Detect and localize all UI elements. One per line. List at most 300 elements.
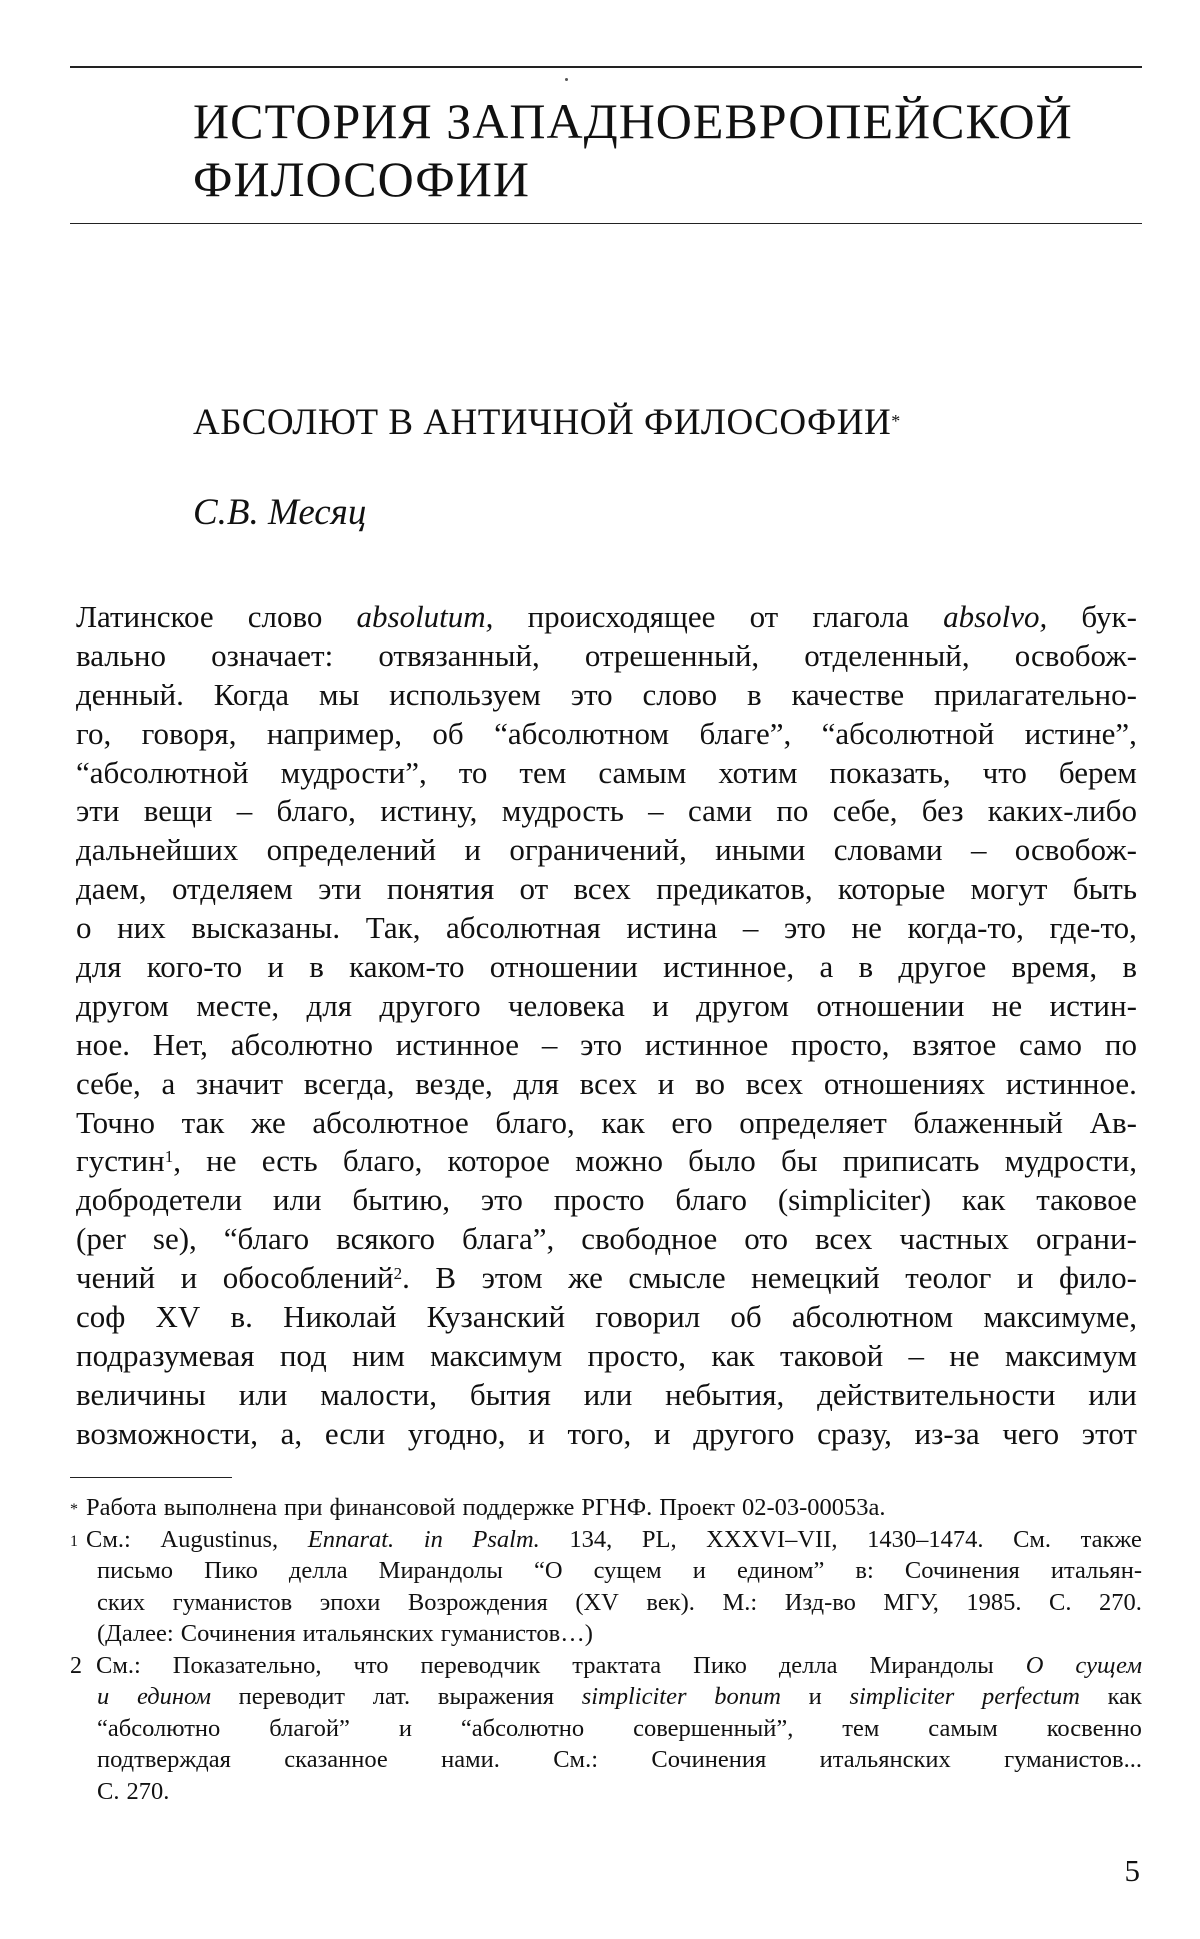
word: simpliciter: [581, 1683, 687, 1710]
word: которое: [447, 1143, 550, 1179]
article-title-footnote-mark: *: [891, 411, 901, 431]
word: а: [161, 1065, 176, 1101]
page-number: 5: [1124, 1853, 1140, 1888]
word: а,: [280, 1415, 303, 1451]
word: Augustinus,: [160, 1525, 279, 1553]
word: благе”,: [699, 715, 792, 751]
word: итальянских: [819, 1746, 951, 1773]
word: в:: [855, 1557, 874, 1584]
word: не: [206, 1143, 237, 1179]
word: для: [306, 987, 353, 1023]
word: РГНФ.: [581, 1494, 653, 1521]
word: максимум: [430, 1337, 563, 1373]
word: происходящее: [527, 599, 716, 634]
word: даем,: [76, 871, 147, 907]
word: –: [236, 793, 253, 829]
body-line: [76, 715, 1137, 754]
word: вально: [76, 637, 166, 673]
word: всех: [573, 871, 631, 907]
word: 1985.: [966, 1588, 1022, 1616]
word: каком-то: [349, 949, 465, 985]
word: во: [695, 1065, 726, 1101]
body-line: [76, 1181, 1137, 1220]
word: ских: [97, 1588, 146, 1616]
word: 134,: [569, 1525, 613, 1553]
word: взятое: [912, 1026, 997, 1062]
word: другом: [696, 987, 789, 1023]
word: –: [908, 1337, 924, 1373]
word: благо,: [276, 793, 356, 829]
word: могут: [970, 871, 1048, 907]
word: лат.: [372, 1683, 411, 1710]
word: прилагательно-: [934, 676, 1137, 712]
word: сказанное: [284, 1746, 388, 1773]
word: simpliciter: [849, 1683, 955, 1710]
word: благо,: [495, 1104, 575, 1140]
body-line: [76, 754, 1137, 793]
word: малости,: [320, 1376, 438, 1412]
word: финансовой: [329, 1494, 456, 1521]
word: определений: [266, 832, 437, 868]
footnotes: [70, 1492, 1142, 1807]
word: “абсолютно: [460, 1714, 585, 1742]
word: максимум: [1004, 1337, 1137, 1373]
word: в.: [230, 1299, 253, 1335]
word: и: [267, 949, 285, 985]
word: XXXVI–VII,: [706, 1525, 838, 1553]
word: везде,: [415, 1065, 493, 1101]
word: что: [353, 1651, 389, 1679]
section-title-line-2: ФИЛОСОФИИ: [193, 151, 531, 207]
word: просто,: [587, 1337, 687, 1373]
word: “абсолютно: [97, 1714, 221, 1742]
word: о: [76, 910, 92, 946]
word: по: [776, 793, 809, 829]
word: Сочинения: [904, 1557, 1020, 1584]
word: итальянских: [302, 1620, 434, 1647]
word: таковое: [1036, 1182, 1137, 1218]
word: когда-то,: [907, 910, 1024, 946]
word: См.:: [553, 1746, 598, 1773]
word: in: [423, 1525, 443, 1553]
word: 1430–1474.: [867, 1525, 984, 1553]
word: век).: [646, 1588, 695, 1616]
word: таковой: [780, 1337, 884, 1373]
word: мудрости,: [1004, 1143, 1137, 1179]
word: как: [601, 1104, 645, 1140]
word: то: [458, 754, 488, 790]
word: например,: [266, 715, 403, 751]
word: бук-: [1081, 599, 1137, 634]
body-line: [76, 870, 1137, 909]
word: Так,: [365, 910, 421, 946]
word: было: [688, 1143, 756, 1179]
body-line: [76, 676, 1137, 715]
word: 2 См.:: [70, 1650, 141, 1682]
word: Пико: [693, 1651, 747, 1679]
word: Ав-: [1089, 1104, 1137, 1140]
word: блага”,: [462, 1221, 555, 1257]
word: absolvo,: [943, 599, 1048, 634]
body-line: [76, 1142, 1137, 1181]
word: другом: [76, 987, 169, 1023]
word: О: [1025, 1651, 1044, 1679]
word: себе,: [76, 1065, 141, 1101]
word: используем: [389, 676, 541, 712]
word: В: [435, 1260, 457, 1296]
word: которые: [837, 871, 946, 907]
word: сразу,: [817, 1415, 892, 1451]
word: другое: [898, 949, 987, 985]
word: обособлений$^2$.: [222, 1260, 410, 1296]
word: тем: [842, 1714, 880, 1742]
word: говорил: [595, 1299, 701, 1335]
word: просто: [553, 1182, 645, 1218]
word: выполнена: [163, 1494, 278, 1521]
word: действительности: [817, 1376, 1056, 1412]
body-line: [76, 637, 1137, 676]
word: ное.: [76, 1026, 130, 1062]
word: в: [858, 949, 874, 985]
word: отрешенный,: [584, 637, 760, 673]
word: мудрости”,: [280, 754, 427, 790]
word: делла: [778, 1651, 838, 1679]
article-author: С.В. Месяц: [193, 492, 367, 533]
word: самым: [928, 1714, 998, 1742]
word: всех: [579, 1065, 638, 1101]
footnote-mark: *: [70, 1501, 78, 1518]
word: 02-03-00053а.: [741, 1494, 886, 1521]
word: его: [671, 1104, 713, 1140]
word: отношении: [816, 987, 965, 1023]
word: дальнейших: [76, 832, 239, 868]
word: абсолютная: [446, 910, 601, 946]
body-line: [76, 598, 1137, 637]
word: об: [730, 1299, 762, 1335]
body-line: [76, 1259, 1137, 1298]
word: истинное.: [1005, 1065, 1137, 1101]
word: ним: [352, 1337, 405, 1373]
word: освобож-: [1014, 832, 1137, 868]
word: Кузанский: [426, 1299, 566, 1335]
word: смысле: [628, 1260, 726, 1296]
word: “абсолютной: [76, 754, 249, 790]
word: гуманистов: [172, 1588, 293, 1616]
word: “благо: [223, 1221, 310, 1257]
word: и: [657, 1065, 675, 1101]
word: –: [970, 832, 987, 868]
word: и: [652, 987, 669, 1023]
word: эти: [76, 793, 120, 829]
word: об: [432, 715, 464, 751]
word: bonum: [714, 1683, 781, 1710]
section-title-line-1: ИСТОРИЯ ЗАПАДНОЕВРОПЕЙСКОЙ: [193, 93, 1073, 149]
word: чений: [76, 1260, 156, 1296]
body-line: [76, 1104, 1137, 1143]
word: высказаны.: [191, 910, 341, 946]
word: частных: [899, 1221, 1009, 1257]
word: мудрость: [501, 793, 624, 829]
word: Проект: [659, 1494, 735, 1521]
word: Латинское: [76, 599, 214, 634]
word: и: [692, 1557, 706, 1584]
word: письмо: [97, 1557, 174, 1584]
word: берем: [1058, 754, 1137, 790]
word: не: [851, 910, 882, 946]
article-title-text: АБСОЛЮТ В АНТИЧНОЙ ФИЛОСОФИИ: [193, 402, 892, 443]
article-title: [193, 400, 1073, 446]
word: Точно: [76, 1104, 155, 1140]
body-line: [76, 792, 1137, 831]
word: абсолютном: [791, 1299, 954, 1335]
word: совершенный”,: [633, 1714, 794, 1742]
word: освобож-: [1014, 637, 1137, 673]
word: переводит: [238, 1683, 346, 1710]
word: (Далее:: [97, 1620, 174, 1647]
word: или: [238, 1376, 288, 1412]
word: (XV: [575, 1588, 619, 1616]
word: другого: [693, 1415, 795, 1451]
word: отвязанный,: [378, 637, 540, 673]
footnote-line: [70, 1555, 1142, 1587]
word: в: [309, 949, 324, 985]
word: что: [982, 754, 1027, 790]
word: денный.: [76, 676, 184, 712]
word: и: [528, 1415, 545, 1451]
word: это: [580, 1026, 623, 1062]
footnote-line: [70, 1713, 1142, 1745]
word: всех: [814, 1221, 873, 1257]
word: показать,: [829, 754, 951, 790]
footnote-mark: 1: [70, 1532, 78, 1550]
word: от: [519, 871, 549, 907]
word: это: [570, 676, 613, 712]
word: так: [181, 1104, 225, 1140]
header-rule-mark: [565, 78, 568, 81]
word: Мирандолы: [378, 1557, 503, 1584]
word: густин$^1$,: [76, 1143, 181, 1179]
header-rule-bottom: [70, 223, 1142, 224]
word: истин-: [1049, 987, 1137, 1023]
word: максимуме,: [983, 1299, 1137, 1335]
word: выражения: [437, 1683, 555, 1710]
footnote-line: [70, 1681, 1142, 1713]
word: этом: [481, 1260, 543, 1296]
word: добродетели: [76, 1182, 243, 1218]
word: значит: [195, 1065, 284, 1101]
body-line: [76, 1220, 1137, 1259]
word: для: [76, 949, 122, 985]
word: “абсолютной: [821, 715, 995, 751]
word: себе,: [832, 793, 898, 829]
word: Нет,: [152, 1026, 208, 1062]
word: трактата: [572, 1651, 662, 1679]
word: под: [279, 1337, 327, 1373]
word: быть: [1072, 871, 1137, 907]
word: того,: [567, 1415, 632, 1451]
word: С.: [1049, 1588, 1072, 1616]
word: подтверждая: [97, 1746, 231, 1773]
word: не: [991, 987, 1023, 1023]
word: как: [1107, 1683, 1142, 1710]
word: (simpliciter): [777, 1182, 932, 1218]
word: Николай: [283, 1299, 397, 1335]
word: свободное: [581, 1221, 718, 1257]
word: небытия,: [665, 1376, 785, 1412]
word: Psalm.: [472, 1525, 540, 1553]
word: Возрождения: [407, 1588, 548, 1616]
word: итальян-: [1050, 1557, 1142, 1584]
word: se),: [152, 1221, 197, 1257]
word: С.: [97, 1777, 120, 1805]
word: М.:: [722, 1588, 758, 1616]
word: или: [583, 1376, 633, 1412]
word: каких-либо: [987, 793, 1137, 829]
body-line: [76, 1298, 1137, 1337]
word: можно: [575, 1143, 663, 1179]
word: истина: [626, 910, 718, 946]
word: как: [961, 1182, 1006, 1218]
word: и: [653, 1415, 671, 1451]
word: гуманистов…): [440, 1620, 593, 1647]
word: МГУ,: [883, 1588, 939, 1616]
word: подразумевая: [76, 1337, 255, 1373]
footnote-line: [70, 1492, 1142, 1524]
header-rule-top: [70, 66, 1142, 68]
word: слово: [247, 599, 323, 634]
word: См.: [1013, 1525, 1052, 1553]
word: благой”: [269, 1714, 350, 1742]
word: а: [819, 949, 834, 985]
word: PL,: [641, 1525, 677, 1553]
word: Ennarat.: [307, 1525, 395, 1553]
word: 270.: [1099, 1588, 1142, 1616]
word: или: [272, 1182, 322, 1218]
word: от: [749, 599, 779, 634]
word: соф: [76, 1299, 126, 1335]
word: слово: [642, 676, 718, 712]
word: или: [1088, 1376, 1137, 1412]
section-title: [193, 92, 1123, 208]
footnote-line: [70, 1650, 1142, 1682]
footnote-separator: [70, 1477, 232, 1478]
word: (per: [76, 1221, 126, 1257]
word: и: [97, 1683, 110, 1710]
word: бытию,: [352, 1182, 451, 1218]
word: “О: [533, 1557, 563, 1584]
word: также: [1080, 1525, 1142, 1553]
word: где-то,: [1049, 910, 1137, 946]
word: тем: [519, 754, 567, 790]
word: иными: [715, 832, 806, 868]
word: –: [742, 910, 759, 946]
word: “абсолютном: [494, 715, 670, 751]
word: при: [284, 1494, 323, 1521]
word: 270.: [126, 1777, 170, 1805]
word: качестве: [791, 676, 905, 712]
word: месте,: [196, 987, 280, 1023]
word: теолог: [905, 1260, 992, 1296]
word: Сочинения: [180, 1620, 296, 1647]
article-body: [76, 598, 1137, 1454]
word: без: [921, 793, 964, 829]
footnote-line: [70, 1587, 1142, 1619]
word: ото: [744, 1221, 788, 1257]
word: понятия: [386, 871, 495, 907]
word: для: [513, 1065, 559, 1101]
word: отделяем: [171, 871, 293, 907]
word: отношениях: [823, 1065, 986, 1101]
word: чего: [1002, 1415, 1060, 1451]
word: мы: [318, 676, 360, 712]
word: самым: [598, 754, 687, 790]
word: нами.: [441, 1746, 500, 1773]
word: гуманистов...: [1004, 1746, 1142, 1773]
word: человека: [507, 987, 625, 1023]
word: всякого: [336, 1221, 436, 1257]
word: Показательно,: [172, 1651, 322, 1679]
word: глагола: [812, 599, 909, 634]
word: не: [949, 1337, 980, 1373]
word: в: [746, 676, 762, 712]
word: эпохи: [319, 1588, 381, 1616]
word: это: [783, 910, 826, 946]
word: отделенный,: [804, 637, 970, 673]
word: приписать: [842, 1143, 980, 1179]
body-line: [76, 1376, 1137, 1415]
footnote-line: [70, 1744, 1142, 1776]
word: делла: [288, 1557, 348, 1584]
word: 1 См.:: [70, 1524, 131, 1556]
word: сущем: [593, 1557, 662, 1584]
word: и: [1016, 1260, 1034, 1296]
word: же: [568, 1260, 603, 1296]
footnote-line: [70, 1524, 1142, 1556]
word: величины: [76, 1376, 206, 1412]
body-line: [76, 1065, 1137, 1104]
word: Мирандолы: [869, 1651, 994, 1679]
word: –: [541, 1026, 558, 1062]
word: истинное: [644, 1026, 769, 1062]
word: предикатов,: [656, 871, 813, 907]
word: возможности,: [76, 1415, 259, 1451]
word: и: [808, 1683, 822, 1710]
word: и: [180, 1260, 198, 1296]
word: угодно,: [407, 1415, 506, 1451]
footnote-line: [70, 1618, 1142, 1650]
word: отношении: [489, 949, 638, 985]
body-line: [76, 1337, 1137, 1376]
word: абсолютно: [230, 1026, 373, 1062]
word: го,: [76, 715, 112, 751]
word: –: [648, 793, 664, 829]
word: же: [250, 1104, 286, 1140]
word: сущем: [1075, 1651, 1142, 1679]
word: едином: [136, 1683, 211, 1710]
word: Изд-во: [784, 1588, 856, 1616]
word: всех: [745, 1065, 804, 1101]
word: фило-: [1059, 1260, 1137, 1296]
word: и: [398, 1714, 412, 1742]
footnote-reference: 1: [164, 1147, 174, 1167]
word: них: [117, 910, 166, 946]
word: говоря,: [141, 715, 237, 751]
word: сами: [687, 793, 753, 829]
body-line: [76, 909, 1137, 948]
body-line: [76, 948, 1137, 987]
word: в: [1122, 949, 1137, 985]
word: косвенно: [1046, 1714, 1142, 1742]
